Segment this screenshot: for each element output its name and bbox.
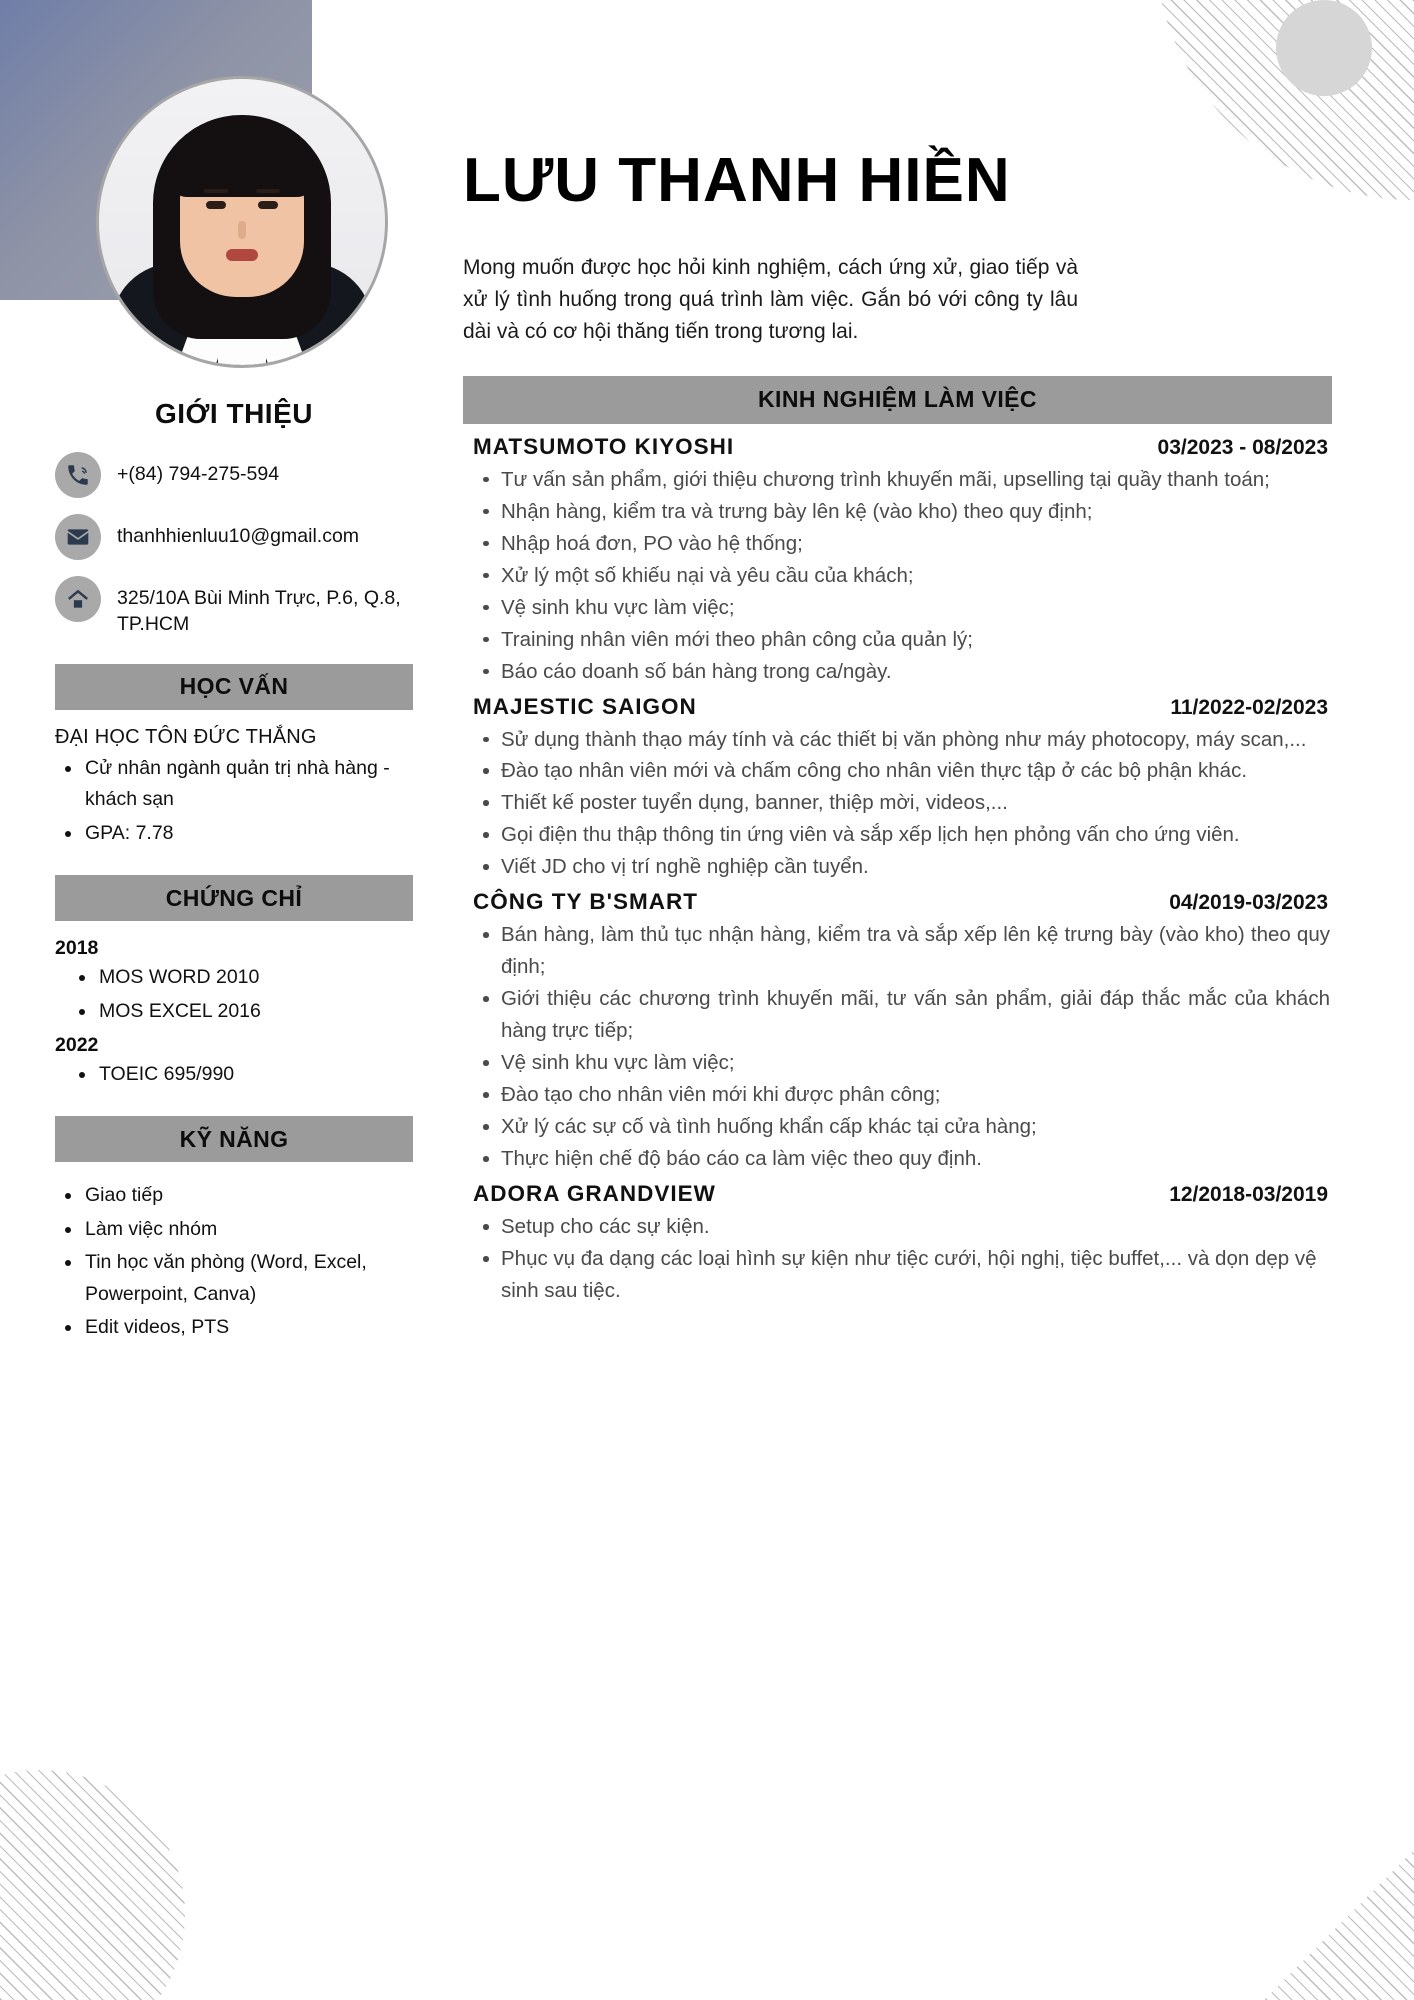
- responsibility-list: [463, 919, 1332, 1175]
- experience-entry: [463, 694, 1332, 884]
- experience-entry: [463, 889, 1332, 1175]
- profile-photo: [96, 76, 388, 368]
- education-list: [55, 753, 413, 850]
- certificate-year: 2018: [55, 937, 99, 960]
- list-item: Cử nhân ngành quản trị nhà hàng - khách sạn: [55, 753, 413, 816]
- phone-icon: [55, 452, 101, 498]
- employment-period: 12/2018-03/2019: [1169, 1183, 1328, 1207]
- list-item: Thực hiện chế độ báo cáo ca làm việc theo quy định.: [463, 1143, 1332, 1175]
- company-name: CÔNG TY B'SMART: [473, 889, 698, 915]
- list-item: Sử dụng thành thạo máy tính và các thiết bị văn phòng như máy photocopy, máy scan,...: [463, 724, 1332, 756]
- employment-period: 04/2019-03/2023: [1169, 891, 1328, 915]
- company-name: MATSUMOTO KIYOSHI: [473, 433, 735, 459]
- skills-list: [55, 1180, 413, 1344]
- certificate-list-2022: [55, 1059, 413, 1091]
- company-name: ADORA GRANDVIEW: [473, 1181, 716, 1207]
- list-item: Giới thiệu các chương trình khuyến mãi, tư vấn sản phẩm, giải đáp thắc mắc của khách hàng trực tiếp;: [463, 983, 1332, 1047]
- list-item: TOEIC 695/990: [55, 1059, 413, 1091]
- list-item: Thiết kế poster tuyển dụng, banner, thiệp mời, videos,...: [463, 787, 1332, 819]
- home-icon: [55, 576, 101, 622]
- experience-section-header: [463, 376, 1332, 424]
- list-item: Giao tiếp: [55, 1180, 413, 1212]
- company-name: MAJESTIC SAIGON: [473, 693, 697, 719]
- page-title: LƯU THANH HIỀN: [463, 146, 1011, 215]
- list-item: Training nhân viên mới theo phân công của quản lý;: [463, 624, 1332, 656]
- list-item: Tin học văn phòng (Word, Excel, Powerpoint, Canva): [55, 1247, 413, 1310]
- certificates-title: CHỨNG CHỈ: [165, 884, 303, 911]
- intro-heading: GIỚI THIỆU: [154, 398, 313, 429]
- objective-text: Mong muốn được học hỏi kinh nghiệm, cách ứng xử, giao tiếp và xử lý tình huống trong quá trình làm việc. Gắn bó với công ty lâu dài và có cơ hội thăng tiến trong tương lai.: [463, 256, 1078, 343]
- employment-period: 03/2023 - 08/2023: [1157, 435, 1328, 459]
- main-content: [455, 0, 1414, 1307]
- list-item: MOS WORD 2010: [55, 962, 413, 994]
- email-icon: [55, 514, 101, 560]
- skills-section-header: [55, 1116, 413, 1162]
- list-item: Đào tạo nhân viên mới và chấm công cho nhân viên thực tập ở các bộ phận khác.: [463, 755, 1332, 787]
- list-item: Gọi điện thu thập thông tin ứng viên và sắp xếp lịch hẹn phỏng vấn cho ứng viên.: [463, 819, 1332, 851]
- experience-entry-header: [463, 434, 1332, 460]
- education-title: HỌC VẤN: [179, 673, 289, 700]
- responsibility-list: [463, 464, 1332, 688]
- responsibility-list: [463, 1211, 1332, 1307]
- education-section-header: [55, 664, 413, 710]
- list-item: Nhận hàng, kiểm tra và trưng bày lên kệ (vào kho) theo quy định;: [463, 496, 1332, 528]
- certificate-list-2018: [55, 962, 413, 1027]
- experience-entry: [463, 1181, 1332, 1307]
- email-value: thanhhienluu10@gmail.com: [117, 525, 360, 547]
- list-item: Bán hàng, làm thủ tục nhận hàng, kiểm tra và sắp xếp lên kệ trưng bày (vào kho) theo quy định;: [463, 919, 1332, 983]
- list-item: Vệ sinh khu vực làm việc;: [463, 1047, 1332, 1079]
- experience-entry-header: [463, 889, 1332, 915]
- address-value: 325/10A Bùi Minh Trực, P.6, Q.8, TP.HCM: [117, 587, 401, 636]
- list-item: MOS EXCEL 2016: [55, 996, 413, 1028]
- list-item: Setup cho các sự kiện.: [463, 1211, 1332, 1243]
- certificate-year: 2022: [55, 1033, 99, 1056]
- sidebar: [0, 380, 455, 1346]
- experience-entry: [463, 434, 1332, 688]
- list-item: GPA: 7.78: [55, 818, 413, 850]
- experience-entry-header: [463, 694, 1332, 720]
- skills-title: KỸ NĂNG: [179, 1125, 289, 1152]
- experience-title: KINH NGHIỆM LÀM VIỆC: [758, 386, 1037, 413]
- list-item: Viết JD cho vị trí nghề nghiệp cần tuyển.: [463, 851, 1332, 883]
- contact-address-row[interactable]: [55, 576, 413, 638]
- list-item: Vệ sinh khu vực làm việc;: [463, 592, 1332, 624]
- contact-phone-row[interactable]: [55, 452, 413, 498]
- list-item: Edit videos, PTS: [55, 1312, 413, 1344]
- list-item: Đào tạo cho nhân viên mới khi được phân công;: [463, 1079, 1332, 1111]
- certificates-section-header: [55, 875, 413, 921]
- list-item: Làm việc nhóm: [55, 1214, 413, 1246]
- list-item: Phục vụ đa dạng các loại hình sự kiện như tiệc cưới, hội nghị, tiệc buffet,... và dọn dẹp vệ sinh sau tiệc.: [463, 1243, 1332, 1307]
- experience-entry-header: [463, 1181, 1332, 1207]
- responsibility-list: [463, 724, 1332, 884]
- contact-email-row[interactable]: [55, 514, 413, 560]
- bottom-right-hatch-decoration: [1214, 1820, 1414, 2000]
- contact-list: [55, 452, 413, 638]
- list-item: Báo cáo doanh số bán hàng trong ca/ngày.: [463, 656, 1332, 688]
- bottom-left-hatch-decoration: [0, 1770, 185, 2000]
- list-item: Tư vấn sản phẩm, giới thiệu chương trình khuyến mãi, upselling tại quầy thanh toán;: [463, 464, 1332, 496]
- list-item: Xử lý các sự cố và tình huống khẩn cấp khác tại cửa hàng;: [463, 1111, 1332, 1143]
- list-item: Xử lý một số khiếu nại và yêu cầu của khách;: [463, 560, 1332, 592]
- education-school: ĐẠI HỌC TÔN ĐỨC THẮNG: [55, 725, 317, 748]
- phone-value: +(84) 794-275-594: [117, 463, 280, 485]
- employment-period: 11/2022-02/2023: [1170, 695, 1328, 719]
- list-item: Nhập hoá đơn, PO vào hệ thống;: [463, 528, 1332, 560]
